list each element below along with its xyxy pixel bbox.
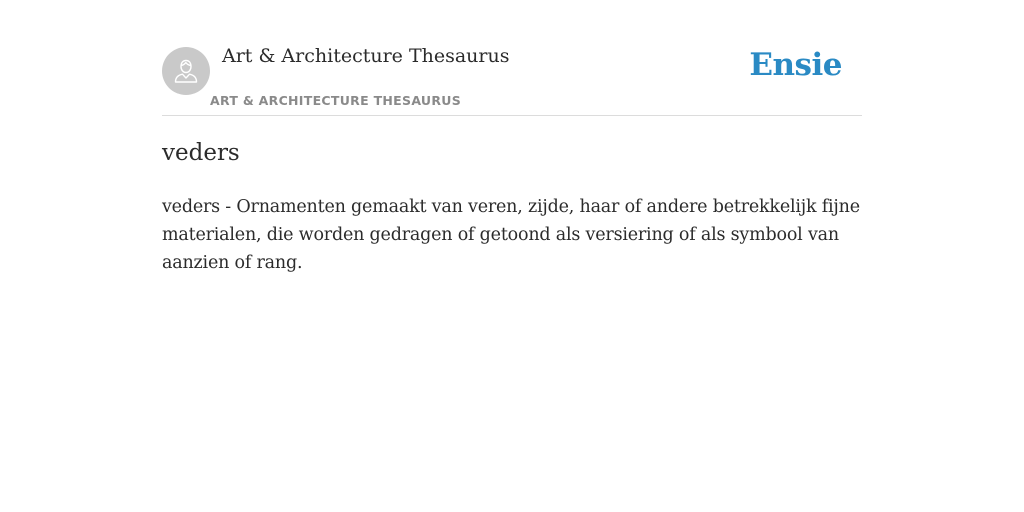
user-avatar-icon (171, 56, 201, 86)
page-container (162, 0, 862, 273)
author-avatar[interactable] (162, 47, 210, 95)
term-definition: veders - Ornamenten gemaakt van veren, zijde, haar of andere betrekkelijk fijne materialen, die worden gedragen of getoond als versiering of als symbool van aanzien of rang. (162, 197, 860, 273)
ensie-logo[interactable]: Ensie (749, 47, 842, 83)
author-name[interactable]: Art & Architecture Thesaurus (222, 45, 510, 67)
term-title: veders (162, 140, 240, 166)
page-header (162, 0, 862, 116)
author-subtitle: ART & ARCHITECTURE THESAURUS (210, 93, 462, 108)
